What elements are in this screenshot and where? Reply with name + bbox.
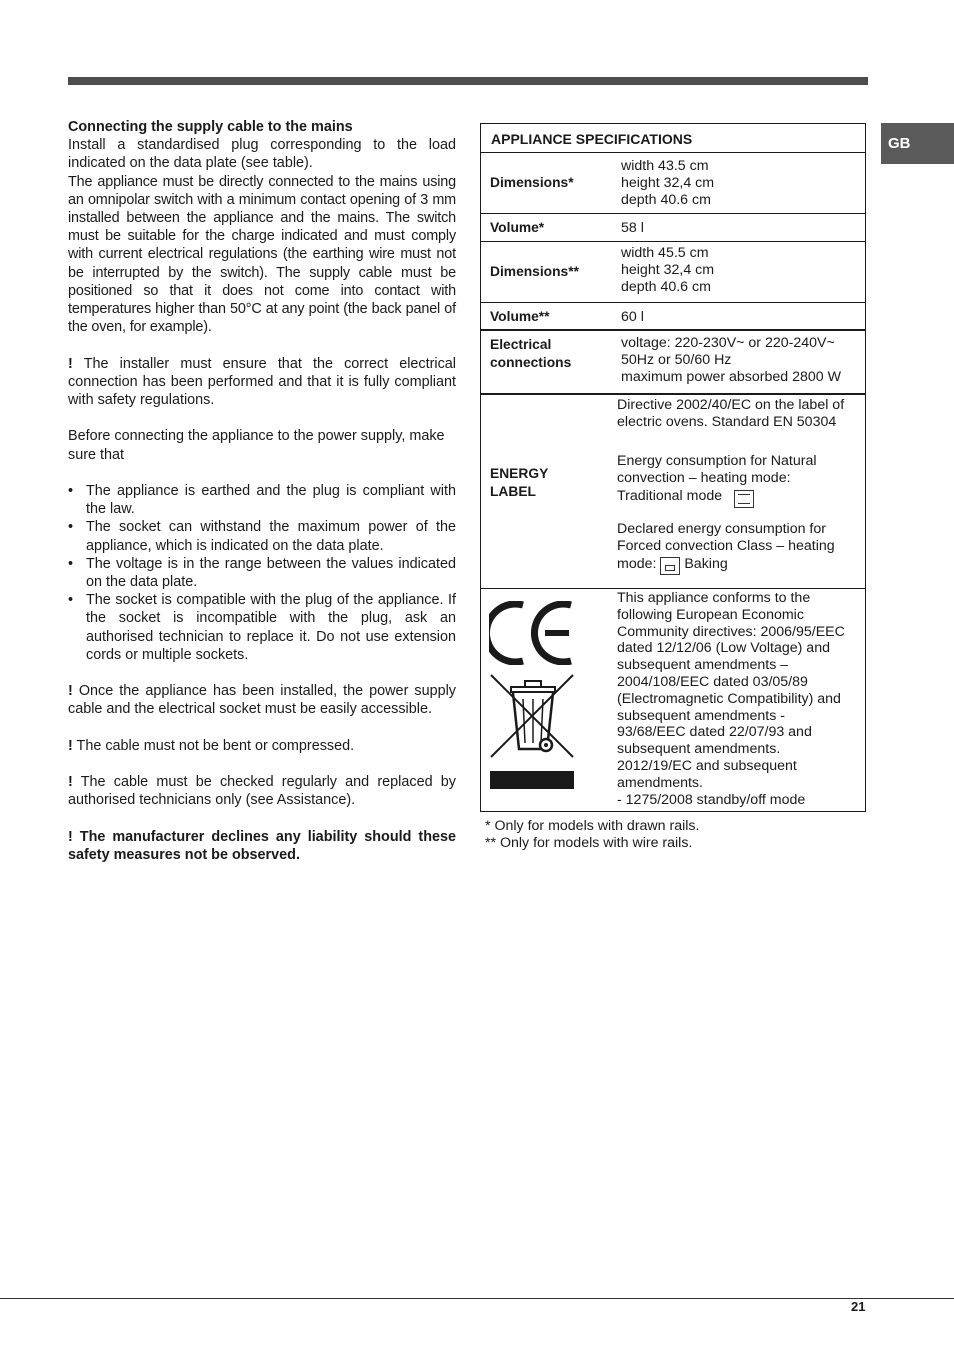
- footnotes: [485, 818, 699, 852]
- row-label: Dimensions*: [490, 175, 574, 190]
- header-bar: [68, 77, 868, 85]
- row-value: [621, 335, 841, 386]
- dims-depth: depth 40.6 cm: [621, 192, 711, 208]
- ce-text-line: subsequent amendments –: [617, 657, 789, 674]
- warning-liability-text: The manufacturer declines any liability should these safety measures not be observed.: [68, 828, 457, 864]
- mode-label: Traditional mode: [617, 487, 723, 504]
- ce-text-line: (Electromagnetic Compatibility) and: [617, 690, 841, 707]
- warning-installer: [68, 355, 456, 410]
- warning-accessible: [68, 682, 456, 718]
- ce-text-line: Community directives: 2006/95/EEC: [617, 623, 845, 640]
- row-value: 60 l: [621, 309, 644, 325]
- row-value: [621, 158, 714, 209]
- energy-label-line: LABEL: [490, 484, 536, 499]
- language-tab: GB: [881, 123, 954, 164]
- table-row: [481, 588, 865, 812]
- dims-depth: depth 40.6 cm: [621, 279, 711, 295]
- warning-mark: !: [68, 774, 73, 791]
- energy-directive-line: electric ovens. Standard EN 50304: [617, 414, 837, 430]
- appliance-specifications-table: [480, 123, 866, 812]
- warning-mark: !: [68, 683, 73, 700]
- installation-text-column: [68, 118, 456, 864]
- elec-voltage: voltage: 220-230V~ or 220-240V~: [621, 335, 835, 351]
- elec-power: maximum power absorbed 2800 W: [621, 369, 842, 385]
- dims-height: height 32,4 cm: [621, 175, 715, 191]
- row-value: [621, 245, 714, 296]
- traditional-mode-icon: [734, 490, 754, 508]
- warning-mark: !: [68, 355, 73, 372]
- section-heading: Connecting the supply cable to the mains: [68, 119, 353, 135]
- elec-frequency: 50Hz or 50/60 Hz: [621, 352, 732, 368]
- warning-mark: !: [68, 828, 73, 845]
- row-value: [617, 397, 844, 573]
- mode-label: mode:: [617, 555, 657, 572]
- warning-accessible-text: Once the appliance has been installed, the power supply cable and the electrical socket must be easily accessible.: [68, 683, 456, 718]
- warning-installer-text: The installer must ensure that the correct electrical connection has been performed and that it is fully compliant with safety regulations.: [68, 355, 456, 409]
- warning-cable-check-text: The cable must be checked regularly and replaced by authorised technicians only (see Assistance).: [68, 774, 456, 809]
- table-row: [481, 302, 865, 331]
- warning-cable-bent: [68, 737, 456, 755]
- energy-forced-line: Declared energy consumption for: [617, 521, 826, 537]
- ce-conformity-text: [617, 590, 845, 808]
- elec-label-line: connections: [490, 355, 572, 370]
- ce-text-line: - 1275/2008 standby/off mode: [617, 791, 806, 808]
- elec-label-line: Electrical: [490, 337, 552, 352]
- row-label: [490, 465, 548, 501]
- checklist: [68, 482, 456, 664]
- table-row: [481, 213, 865, 242]
- warning-mark: !: [68, 737, 73, 754]
- dims-height: height 32,4 cm: [621, 262, 715, 278]
- ce-text-line: following European Economic: [617, 606, 804, 623]
- ce-text-line: 2004/108/EEC dated 03/05/89: [617, 673, 808, 690]
- energy-forced-mode: [617, 555, 844, 573]
- energy-directive-line: Directive 2002/40/EC on the label of: [617, 397, 845, 413]
- ce-text-line: 93/68/EEC dated 22/07/93 and: [617, 724, 812, 741]
- table-row: [481, 241, 865, 303]
- paragraph-switch: The appliance must be directly connected to the mains using an omnipolar switch with a minimum contact opening of 3 mm installed between the appliance and the mains. The switch must be suitable for the charge indicated and must comply with current electrical regulations (the earthing wire must not be interrupted by the switch). The supply cable must be positioned so that it does not come into contact with temperatures higher than 50°C at any point (the back panel of the oven, for example).: [68, 173, 456, 336]
- paragraph-plug: Install a standardised plug corresponding to the load indicated on the data plate (see table).: [68, 137, 456, 172]
- warning-liability: [68, 828, 456, 864]
- dims-width: width 45.5 cm: [621, 245, 709, 261]
- list-item: • The appliance is earthed and the plug is compliant with the law.: [68, 482, 456, 518]
- energy-natural-line: convection – heating mode:: [617, 470, 791, 486]
- table-title: APPLIANCE SPECIFICATIONS: [491, 131, 693, 147]
- paragraph-before: Before connecting the appliance to the power supply, make sure that: [68, 428, 445, 463]
- footer-rule: [0, 1298, 954, 1299]
- row-label: Volume**: [490, 309, 550, 324]
- energy-label-line: ENERGY: [490, 466, 549, 481]
- table-row: [481, 329, 865, 395]
- list-item: • The socket is compatible with the plug of the appliance. If the socket is incompatible with the plug, ask an authorised technician to replace it. Do not use extension cords or multiple sockets.: [68, 591, 456, 664]
- energy-forced-line: Forced convection Class – heating: [617, 538, 835, 554]
- ce-text-line: This appliance conforms to the: [617, 590, 811, 606]
- row-label: Dimensions**: [490, 264, 579, 279]
- table-row: [481, 152, 865, 214]
- energy-natural-mode: [617, 487, 844, 505]
- ce-text-line: subsequent amendments -: [617, 707, 785, 724]
- mode-label: Baking: [684, 555, 728, 572]
- row-label: Volume*: [490, 220, 545, 235]
- table-row: [481, 393, 865, 590]
- list-item: • The voltage is in the range between the values indicated on the data plate.: [68, 555, 456, 591]
- list-item: • The socket can withstand the maximum power of the appliance, which is indicated on the data plate.: [68, 518, 456, 554]
- fan-baking-icon: [660, 557, 680, 575]
- footnote: * Only for models with drawn rails.: [485, 818, 700, 834]
- ce-text-line: subsequent amendments.: [617, 741, 781, 758]
- footnote: ** Only for models with wire rails.: [485, 835, 693, 851]
- warning-cable-bent-text: The cable must not be bent or compressed.: [76, 737, 355, 754]
- crossed-bin-icon: [489, 673, 575, 791]
- ce-text-line: 2012/19/EC and subsequent: [617, 757, 797, 774]
- ce-mark-icon: [489, 601, 575, 665]
- ce-text-line: amendments.: [617, 774, 703, 791]
- energy-natural-line: Energy consumption for Natural: [617, 453, 817, 469]
- row-value: 58 l: [621, 220, 644, 236]
- ce-text-line: dated 12/12/06 (Low Voltage) and: [617, 640, 830, 657]
- row-label: [490, 336, 571, 371]
- dims-width: width 43.5 cm: [621, 158, 709, 174]
- page-number: 21: [851, 1299, 866, 1314]
- warning-cable-check: [68, 773, 456, 809]
